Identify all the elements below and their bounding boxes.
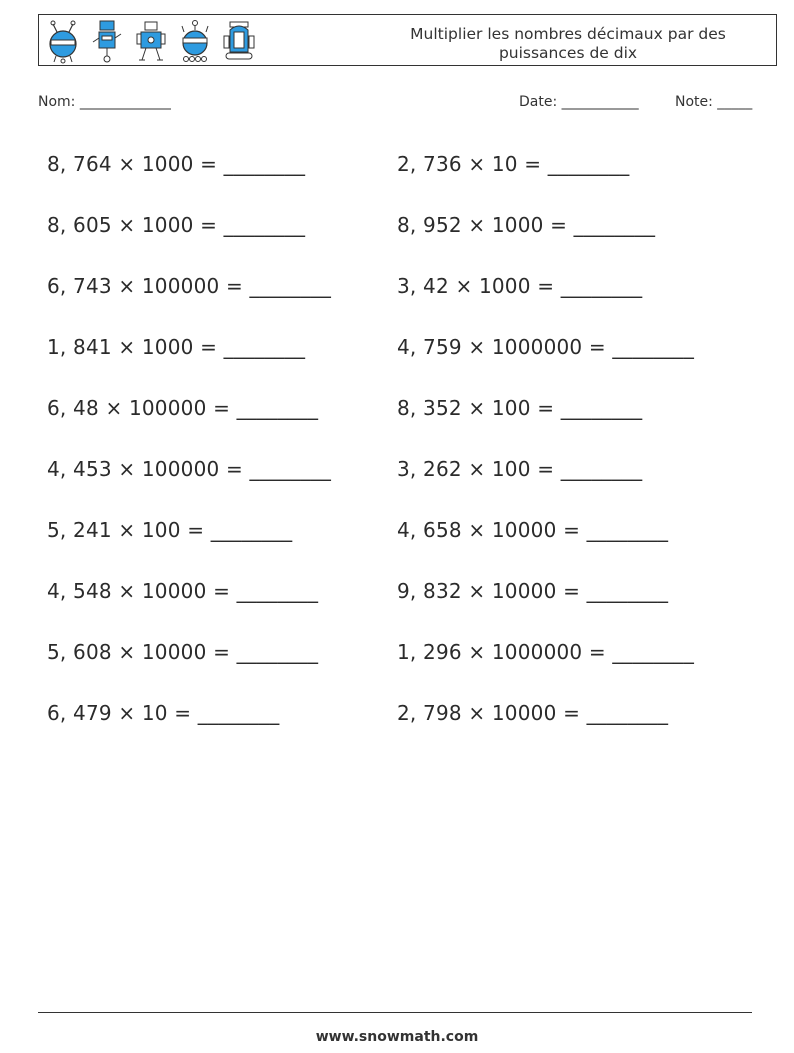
- problem: 4, 453 × 100000 = ________: [47, 457, 332, 481]
- footer-url[interactable]: www.snowmath.com: [315, 1029, 479, 1045]
- robot-3-icon: [133, 18, 169, 64]
- footer-divider: [38, 1012, 752, 1013]
- problem: 4, 658 × 10000 = ________: [397, 518, 669, 542]
- problem: 6, 743 × 100000 = ________: [47, 274, 332, 298]
- date-field: Date: ___________: [519, 94, 639, 110]
- robot-4-icon: [177, 18, 213, 64]
- problem: 8, 605 × 1000 = ________: [47, 213, 306, 237]
- problem: 6, 48 × 100000 = ________: [47, 396, 319, 420]
- problem: 5, 241 × 100 = ________: [47, 518, 293, 542]
- robot-2-icon: [89, 18, 125, 64]
- problem: 4, 759 × 1000000 = ________: [397, 335, 695, 359]
- worksheet-header: [38, 14, 777, 66]
- problem: 2, 798 × 10000 = ________: [397, 701, 669, 725]
- problem: 2, 736 × 10 = ________: [397, 152, 630, 176]
- problem: 3, 262 × 100 = ________: [397, 457, 643, 481]
- problem: 1, 296 × 1000000 = ________: [397, 640, 695, 664]
- note-field: Note: _____: [675, 94, 753, 110]
- problem: 6, 479 × 10 = ________: [47, 701, 280, 725]
- problem: 5, 608 × 10000 = ________: [47, 640, 319, 664]
- worksheet-title: Multiplier les nombres décimaux par des puissances de dix: [410, 25, 726, 62]
- problem: 3, 42 × 1000 = ________: [397, 274, 643, 298]
- problem: 4, 548 × 10000 = ________: [47, 579, 319, 603]
- problem: 9, 832 × 10000 = ________: [397, 579, 669, 603]
- problem: 1, 841 × 1000 = ________: [47, 335, 306, 359]
- robot-icons: [45, 18, 257, 64]
- problem: 8, 764 × 1000 = ________: [47, 152, 306, 176]
- problem: 8, 352 × 100 = ________: [397, 396, 643, 420]
- robot-1-icon: [45, 18, 81, 64]
- name-field: Nom: _____________: [38, 94, 171, 110]
- problem: 8, 952 × 1000 = ________: [397, 213, 656, 237]
- robot-5-icon: [221, 18, 257, 64]
